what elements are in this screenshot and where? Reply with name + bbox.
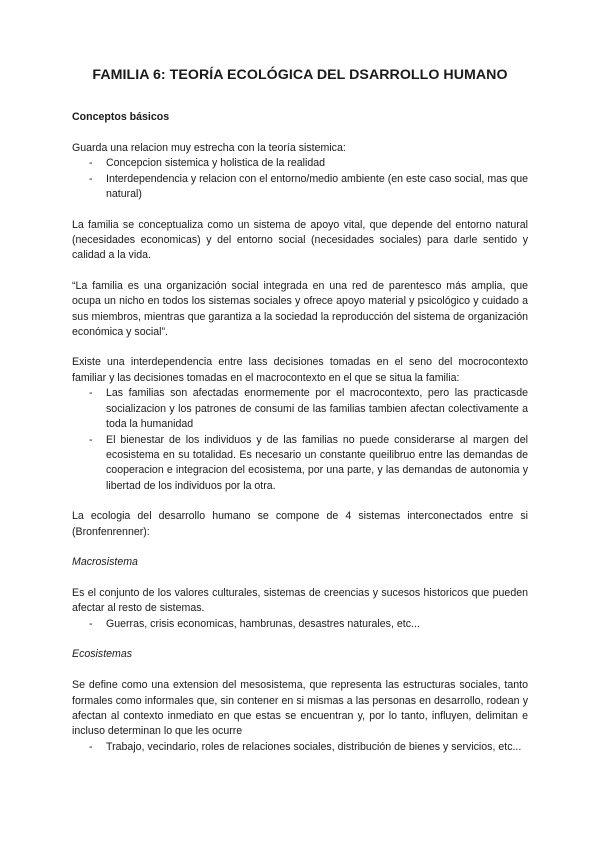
ecosistemas-list xyxy=(72,740,528,755)
macrosistema-heading: Macrosistema xyxy=(72,555,138,568)
interdependence-block xyxy=(72,355,528,494)
intro-list xyxy=(72,156,528,202)
intro-paragraph: Guarda una relacion muy estrecha con la teoría sistemica: xyxy=(72,142,346,154)
page-title: FAMILIA 6: TEORÍA ECOLÓGICA DEL DSARROLLO HUMANO xyxy=(92,67,508,83)
intro-block xyxy=(72,141,528,203)
list-item: - Interdependencia y relacion con el entorno/medio ambiente (en este caso social, mas que natural) xyxy=(106,172,528,203)
list-item: - Guerras, crisis economicas, hambrunas, desastres naturales, etc... xyxy=(106,617,528,632)
ecology-paragraph: La ecologia del desarrollo humano se compone de 4 sistemas interconectados entre si (Bronfenrenner): xyxy=(72,510,528,538)
list-item: - Trabajo, vecindario, roles de relaciones sociales, distribución de bienes y servicios, etc... xyxy=(106,740,528,755)
macrosistema-block xyxy=(72,586,528,632)
interdependence-list xyxy=(72,386,528,494)
list-item: - El bienestar de los individuos y de las familias no puede considerarse al margen del ecosistema en su totalidad. Es necesario un constante queilibruo entre las demandas de cooperacion e integracion del ecosistema, por una parte, y las demandas de autonomia y libertad de los individuos por la otra. xyxy=(106,433,528,495)
ecosistemas-heading: Ecosistemas xyxy=(72,648,133,661)
interdependence-paragraph: Existe una interdependencia entre lass decisiones tomadas en el seno del mocrocontexto familiar y las decisiones tomadas en el macrocontexto en el que se situa la familia: xyxy=(72,356,528,384)
quote-paragraph: “La familia es una organización social integrada en una red de parentesco más amplia, que ocupa un nicho en todos los sistemas sociales y ofrece apoyo material y psicológico y cuidado a sus miembros, mientras que garantiza a la sociedad la reproducción del sistema de organización económica y social”. xyxy=(72,279,528,339)
family-paragraph: La familia se conceptualiza como un sistema de apoyo vital, que depende del entorno natural (necesidades economicas) y del entorno social (necesidades sociales) para darle sentido y calidad a la vida. xyxy=(72,218,528,262)
list-item: - Concepcion sistemica y holistica de la realidad xyxy=(106,156,528,171)
section-heading: Conceptos básicos xyxy=(72,111,170,123)
ecosistemas-paragraph: Se define como una extension del mesosistema, que representa las estructuras sociales, tanto formales como informales que, sin contener en si mismas a las personas en desarrollo, rodean y afectan al contexto inmediato en que estas se encuentran y, por lo tanto, influyen, delimitan e incluso determinan lo que les ocurre xyxy=(72,679,528,738)
ecosistemas-block xyxy=(72,678,528,755)
list-item: - Las familias son afectadas enormemente por el macrocontexto, pero las practicasde socializacion y los patrones de consumi de las familias tambien afectan colectivamente a toda la humanidad xyxy=(106,386,528,432)
macrosistema-list xyxy=(72,617,528,632)
macrosistema-paragraph: Es el conjunto de los valores culturales, sistemas de creencias y sucesos historicos que pueden afectar al resto de sistemas. xyxy=(72,586,528,615)
